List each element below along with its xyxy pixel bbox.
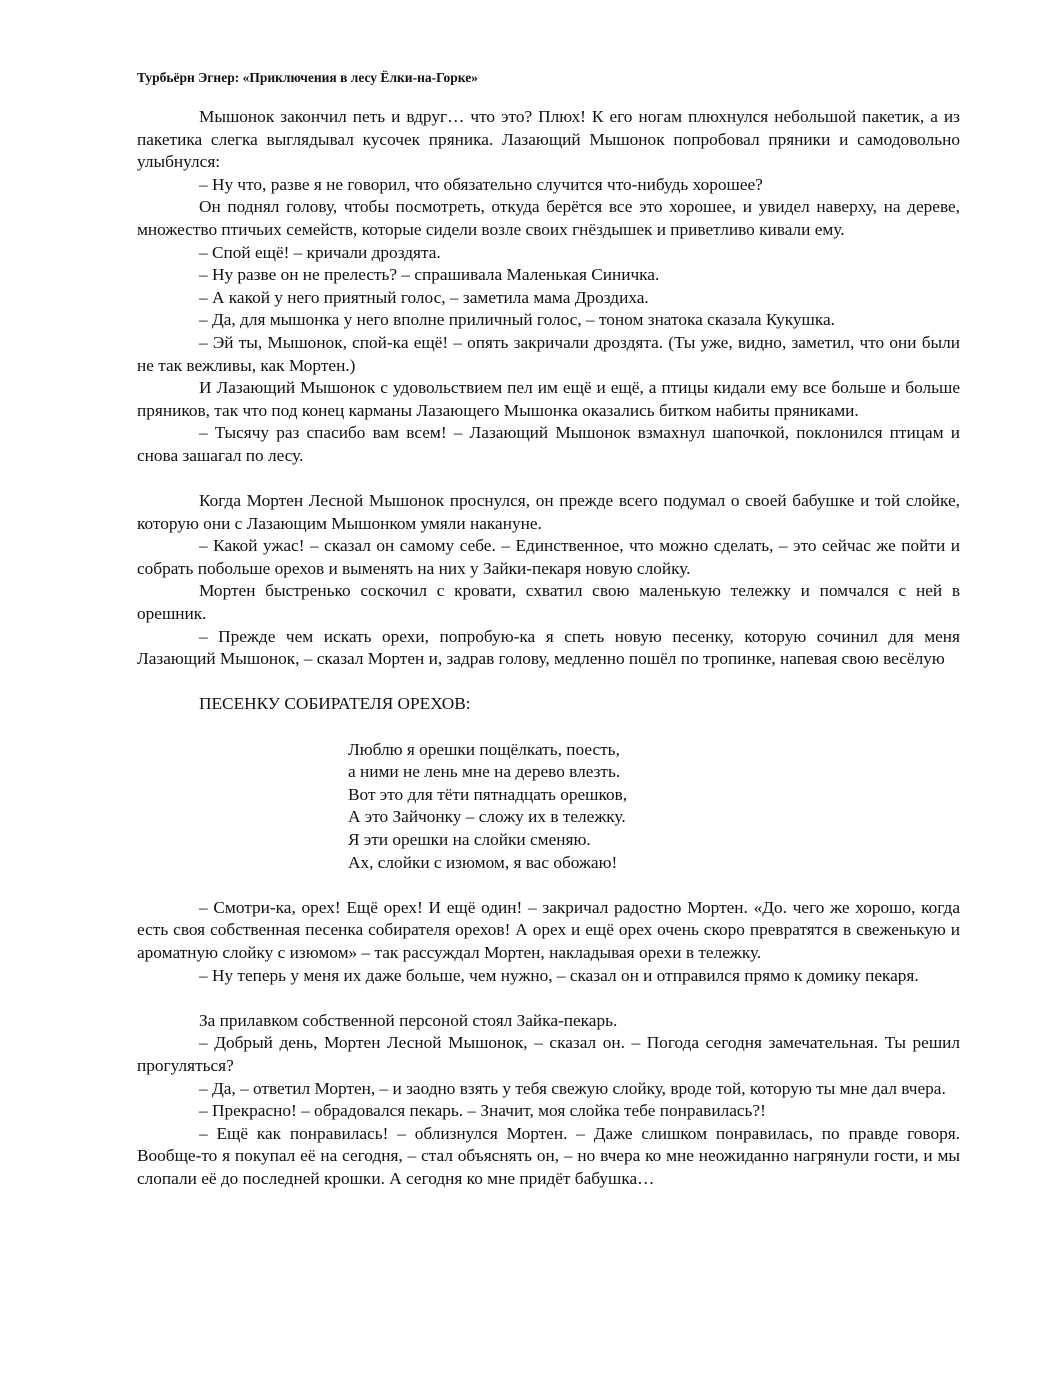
poem-line: Вот это для тёти пятнадцать орешков, [348, 784, 628, 804]
paragraph: – Да, – ответил Мортен, – и заодно взять у тебя свежую слойку, вроде той, которую ты мне дал вчера. [199, 1078, 946, 1098]
section-gap [137, 716, 960, 739]
paragraph: – Какой ужас! – сказал он самому себе. – Единственное, что можно сделать, – это сейчас же пойти и собрать побольше орехов и выменять на них у Зайки-пекаря новую слойку. [137, 536, 960, 578]
section-birds [137, 106, 960, 468]
paragraph: – Ну теперь у меня их даже больше, чем нужно, – сказал он и отправился прямо к домику пекаря. [199, 965, 919, 985]
paragraph: – Ну разве он не прелесть? – спрашивала Маленькая Синичка. [199, 265, 660, 285]
paragraph: – Смотри-ка, орех! Ещё орех! И ещё один! – закричал радостно Мортен. «До. чего же хорошо, когда есть своя собственная песенка собирателя орехов! А орех и ещё орех очень скоро превратятся в свеженькую и ароматную слойку с изюмом» – так рассуждал Мортен, накладывая орехи в тележку. [137, 897, 960, 962]
song-heading: ПЕСЕНКУ СОБИРАТЕЛЯ ОРЕХОВ: [199, 694, 471, 714]
paragraph: Он поднял голову, чтобы посмотреть, откуда берётся все это хорошее, и увидел наверху, на дереве, множество птичьих семейств, которые сидели возле своих гнёздышек и приветливо кивали ему. [137, 197, 960, 239]
paragraph: – Ещё как понравилась! – облизнулся Мортен. – Даже слишком понравилась, по правде говоря. Вообще-то я покупал её на сегодня, – стал объяснять он, – но вчера ко мне неожиданно нагрянули гости, и мы слопали её до последней крошки. А сегодня ко мне придёт бабушка… [137, 1123, 960, 1188]
poem-line: а ними не лень мне на дерево влезть. [348, 762, 621, 782]
paragraph: Мышонок закончил петь и вдруг… что это? Плюх! К его ногам плюхнулся небольшой пакетик, а из пакетика слегка выглядывал кусочек пряника. Лазающий Мышонок попробовал пряники и самодовольно улыбнулся: [137, 107, 960, 172]
section-gap [137, 874, 960, 897]
section-baker [137, 1010, 960, 1191]
running-header: Турбьёрн Эгнер: «Приключения в лесу Ёлки-на-Горке» [137, 70, 478, 85]
paragraph: – А какой у него приятный голос, – заметила мама Дроздиха. [199, 287, 649, 307]
poem-line: А это Зайчонку – сложу их в тележку. [348, 807, 626, 827]
paragraph: – Спой ещё! – кричали дроздята. [199, 242, 441, 262]
paragraph: За прилавком собственной персоной стоял Зайка-пекарь. [199, 1010, 618, 1030]
section-morten-wakes [137, 490, 960, 671]
paragraph: – Прежде чем искать орехи, попробую-ка я спеть новую песенку, которую сочинил для меня Лазающий Мышонок, – сказал Мортен и, задрав голову, медленно пошёл по тропинке, напевая свою весёлую [137, 626, 960, 669]
poem-line: Я эти орешки на слойки сменяю. [348, 830, 591, 849]
page-body [137, 106, 960, 1191]
paragraph: – Да, для мышонка у него вполне приличный голос, – тоном знатока сказала Кукушка. [199, 310, 835, 330]
paragraph: И Лазающий Мышонок с удовольствием пел им ещё и ещё, а птицы кидали ему все больше и больше пряников, так что под конец карманы Лазающего Мышонка оказались битком набиты пряниками. [137, 378, 960, 420]
section-gap [137, 987, 960, 1010]
poem-line: Ах, слойки с изюмом, я вас обожаю! [348, 852, 618, 872]
poem-line: Люблю я орешки пощёлкать, поесть, [348, 739, 620, 759]
section-gap [137, 468, 960, 491]
poem [137, 739, 960, 875]
section-gap [137, 671, 960, 694]
section-collecting-nuts [137, 897, 960, 987]
paragraph: Когда Мортен Лесной Мышонок проснулся, он прежде всего подумал о своей бабушке и той слойке, которую они с Лазающим Мышонком умяли накануне. [137, 491, 960, 533]
paragraph: – Тысячу раз спасибо вам всем! – Лазающий Мышонок взмахнул шапочкой, поклонился птицам и снова зашагал по лесу. [137, 423, 960, 465]
paragraph: – Добрый день, Мортен Лесной Мышонок, – сказал он. – Погода сегодня замечательная. Ты решил прогуляться? [137, 1033, 960, 1075]
paragraph: – Ну что, разве я не говорил, что обязательно случится что-нибудь хорошее? [199, 174, 763, 194]
paragraph: – Прекрасно! – обрадовался пекарь. – Значит, моя слойка тебе понравилась?! [199, 1101, 766, 1121]
paragraph: – Эй ты, Мышонок, спой-ка ещё! – опять закричали дроздята. (Ты уже, видно, заметил, что они были не так вежливы, как Мортен.) [137, 332, 960, 375]
paragraph: Мортен быстренько соскочил с кровати, схватил свою маленькую тележку и помчался с ней в орешник. [137, 581, 960, 624]
